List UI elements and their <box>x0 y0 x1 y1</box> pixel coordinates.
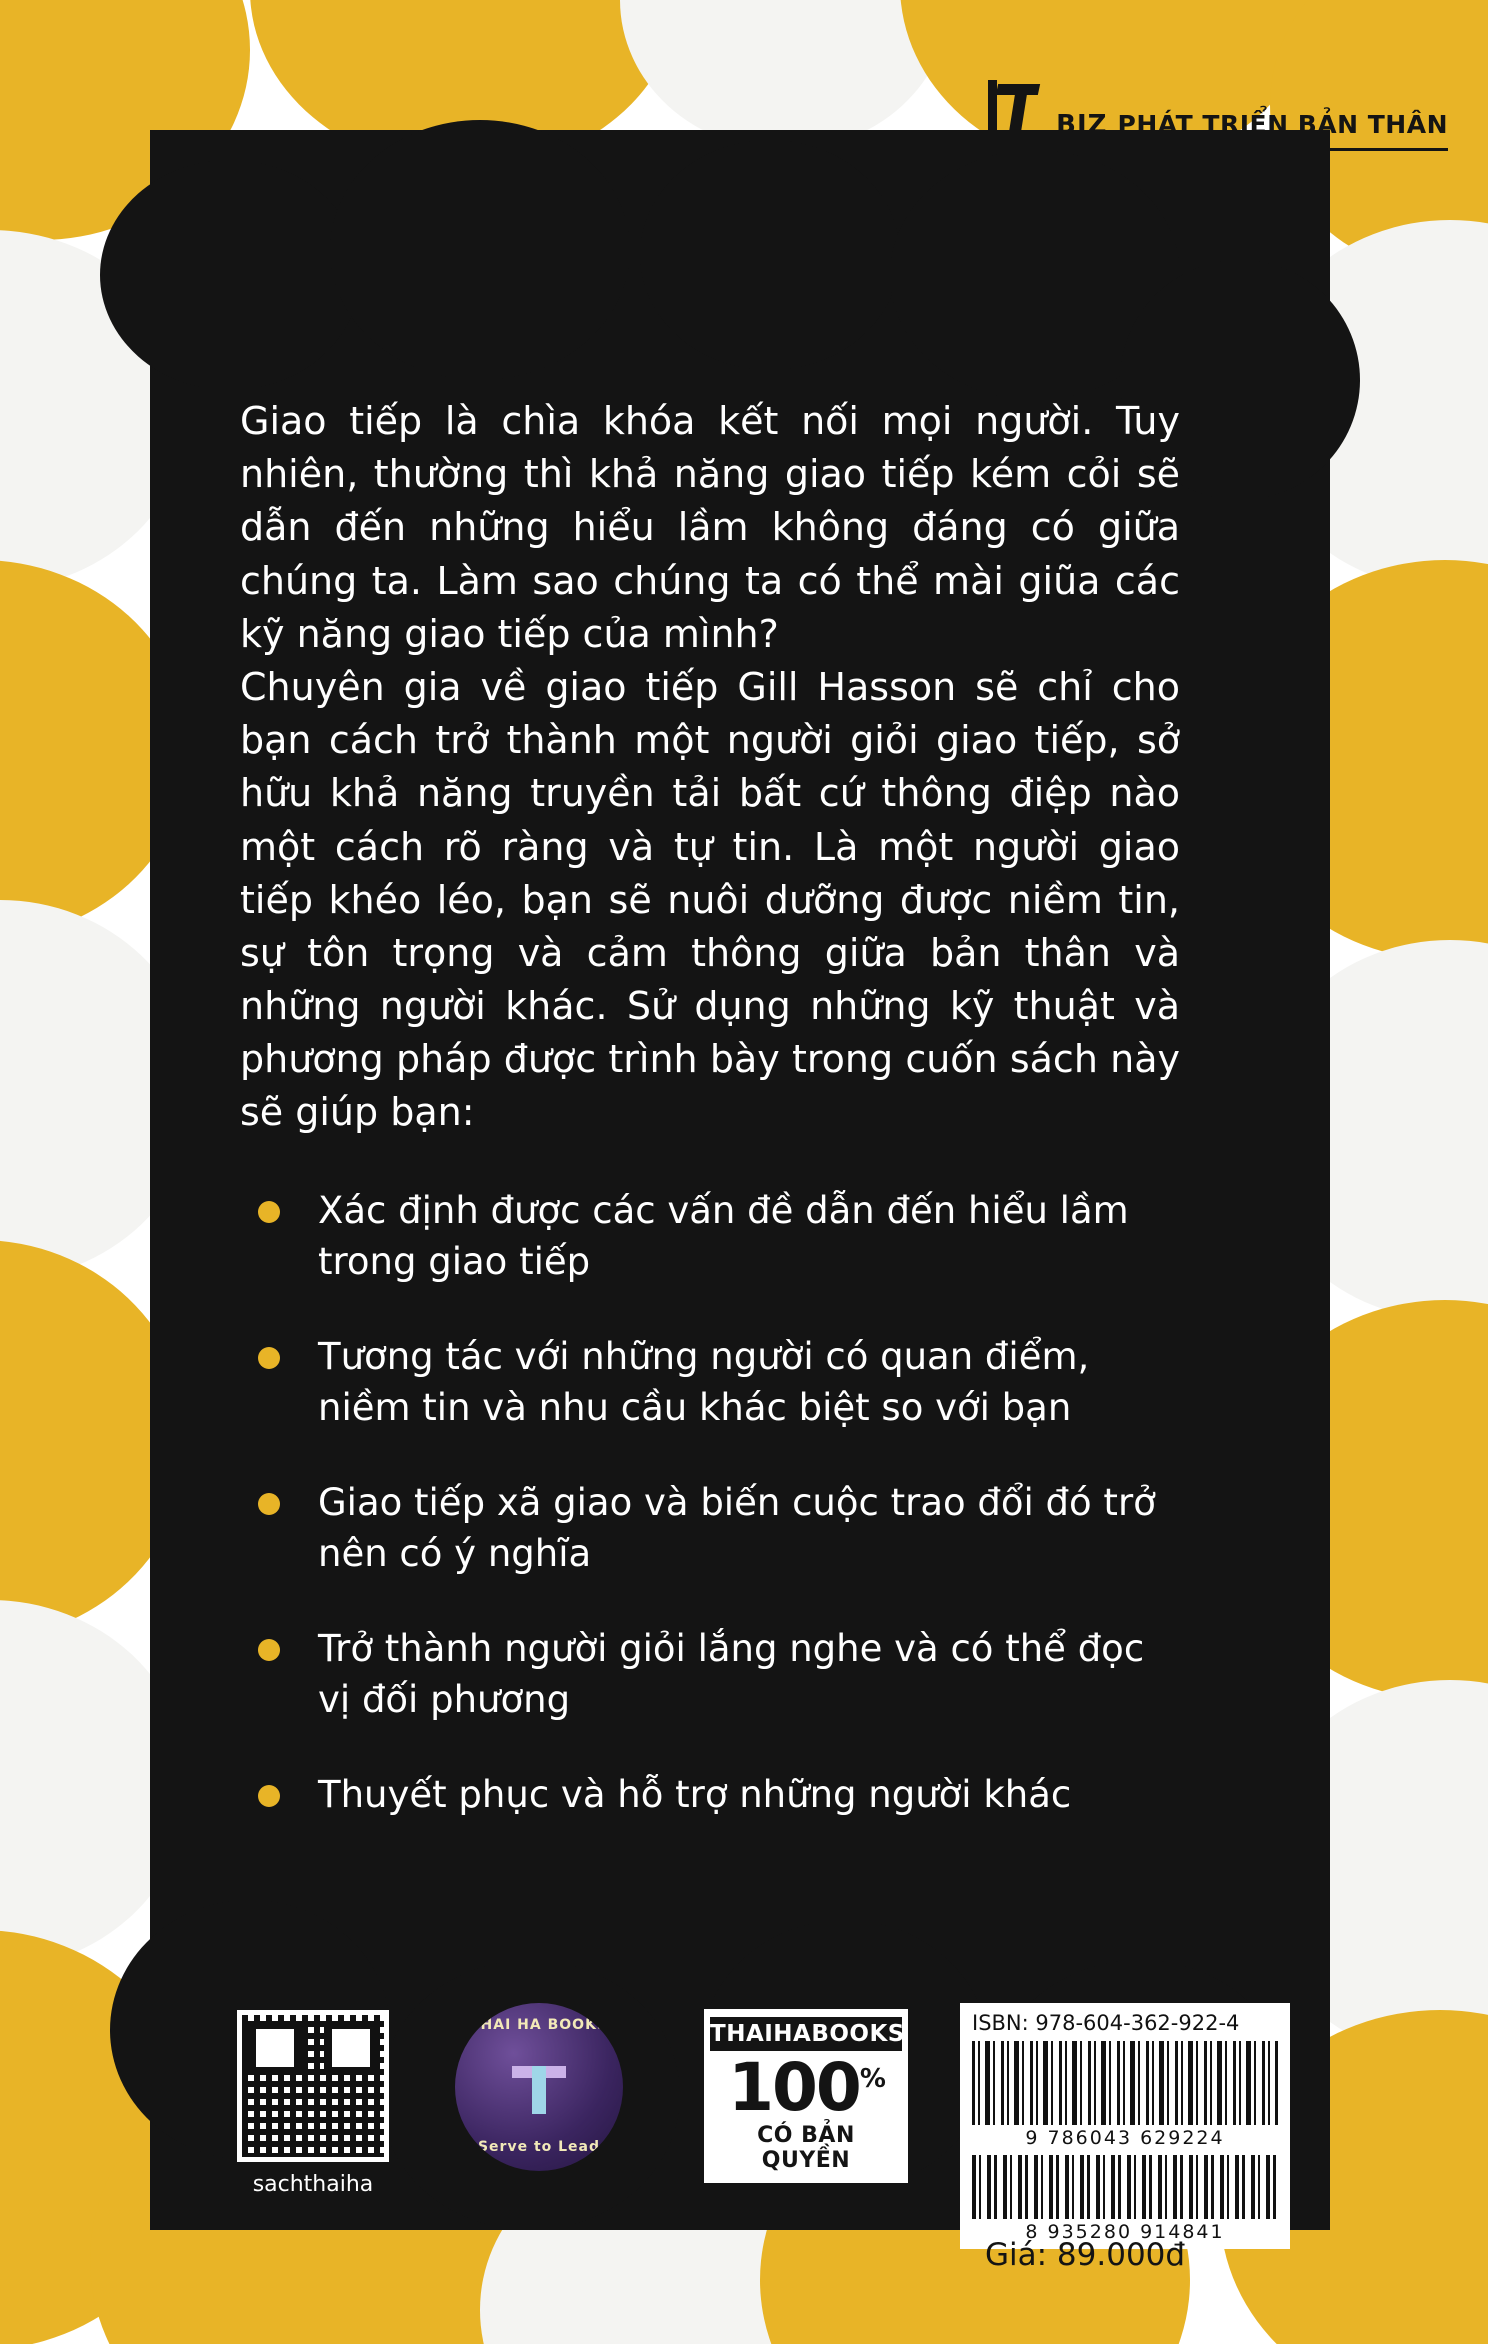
barcode-digits-top: 9 786043 629224 <box>1025 2127 1225 2149</box>
imprint-divider <box>808 148 1448 151</box>
badge-number <box>710 2049 902 2126</box>
footer-strip <box>0 1965 1488 2305</box>
notch <box>640 140 900 370</box>
barcode-digits-bottom: 8 935280 914841 <box>1025 2221 1225 2243</box>
barcode-secondary-icon <box>972 2155 1278 2219</box>
badge-brand: THAIHABOOKS <box>710 2017 902 2051</box>
list-item-label: Thuyết phục và hỗ trợ những người khác <box>318 1773 1072 1817</box>
list-item-label: Xác định được các vấn đề dẫn đến hiểu lầm trong giao tiếp <box>318 1189 1129 1284</box>
imprint-tagline: PHÁT TRIỂN BẢN THÂN <box>1117 110 1448 139</box>
list-item <box>240 1623 1180 1725</box>
list-item <box>240 1477 1180 1579</box>
qr-code-icon[interactable] <box>237 2010 389 2162</box>
list-item-label: Trở thành người giỏi lắng nghe và có thể đọc vị đối phương <box>318 1627 1145 1722</box>
barcode-icon <box>972 2041 1278 2125</box>
biz-logo-icon <box>984 80 1046 140</box>
bullet-dot-icon <box>258 1347 280 1369</box>
list-item <box>240 1331 1180 1433</box>
bullet-dot-icon <box>258 1785 280 1807</box>
notch <box>330 120 630 380</box>
badge-number-value: 100 <box>728 2049 860 2126</box>
publisher-seal-icon <box>455 2003 623 2171</box>
benefit-list <box>240 1185 1180 1820</box>
list-item <box>240 1769 1180 1820</box>
list-item-label: Giao tiếp xã giao và biến cuộc trao đổi đó trở nên có ý nghĩa <box>318 1481 1156 1576</box>
imprint-header <box>808 80 1448 151</box>
qr-caption: sachthaiha <box>252 2172 374 2197</box>
isbn-block <box>960 2003 1290 2249</box>
isbn-label: ISBN: 978-604-362-922-4 <box>972 2011 1240 2035</box>
bullet-dot-icon <box>258 1201 280 1223</box>
copyright-badge <box>700 2005 912 2187</box>
seal-bottom-text: Serve to Lead <box>477 2139 601 2155</box>
imprint-logo <box>808 80 1448 148</box>
bullet-dot-icon <box>258 1639 280 1661</box>
price-label: Giá: 89.000đ <box>985 2237 1186 2273</box>
qr-block <box>228 2010 398 2197</box>
imprint-name: BIZ <box>1056 110 1108 140</box>
list-item <box>240 1185 1180 1287</box>
blurb-paragraph: Chuyên gia về giao tiếp Gill Hasson sẽ chỉ cho bạn cách trở thành một người giỏi giao tiếp, sở hữu khả năng truyền tải bất cứ thông điệp nào một cách rõ ràng và tự tin. Là một người giao tiếp khéo léo, bạn sẽ nuôi dưỡng được niềm tin, sự tôn trọng và cảm thông giữa bản thân và những người khác. Sử dụng những kỹ thuật và phương pháp được trình bày trong cuốn sách này sẽ giúp bạn: <box>240 664 1180 1135</box>
list-item-label: Tương tác với những người có quan điểm, niềm tin và nhu cầu khác biệt so với bạn <box>318 1335 1090 1430</box>
blurb-paragraph: Giao tiếp là chìa khóa kết nối mọi người. Tuy nhiên, thường thì khả năng giao tiếp kém cỏi sẽ dẫn đến những hiểu lầm không đáng có giữa chúng ta. Làm sao chúng ta có thể mài giũa các kỹ năng giao tiếp của mình? <box>240 399 1180 656</box>
badge-subtitle: CÓ BẢN QUYỀN <box>757 2123 855 2173</box>
bullet-dot-icon <box>258 1493 280 1515</box>
seal-glyph-icon <box>512 2060 566 2114</box>
notch <box>100 160 360 390</box>
badge-percent: % <box>859 2064 884 2094</box>
back-cover-blurb <box>240 395 1180 1140</box>
seal-top-text: THAI HA BOOKS <box>469 2017 608 2033</box>
